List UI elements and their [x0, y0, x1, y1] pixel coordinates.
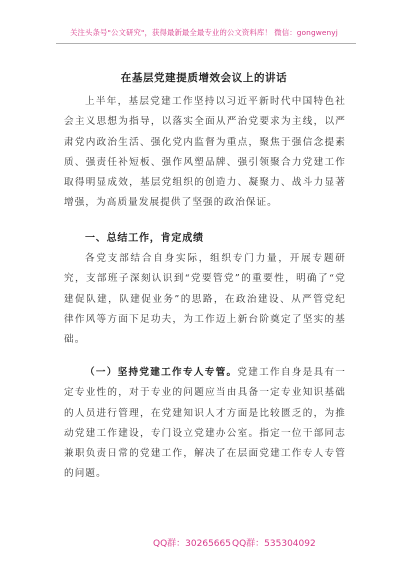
document-title: 在基层党建提质增效会议上的讲话	[120, 72, 288, 84]
intro-paragraph: 上半年，基层党建工作坚持以习近平新时代中国特色社会主义思想为指导，以落实全面从严治党要求为主线，以严肃党内政治生活、强化党内监督为重点，聚焦于强信念提素质、强责任补短板、强作风塑品牌、强引领聚合力党建工作取得明显成效，基层党组织的创造力、凝聚力、战斗力显著增强，为高质量发展提供了坚强的政治保证。	[64, 96, 346, 209]
section-1-paragraph: 各党支部结合自身实际，组织专门力量，开展专题研究，支部班子深刻认识到“党要管党”的重要性，明确了“党建促队建，队建促业务”的思路，在政治建设、从严管党纪律作风等方面下足功夫，为工作迈上新台阶奠定了坚实的基础。	[64, 253, 346, 346]
subsection-1-body: 党建工作自身是具有一定专业性的，对于专业的问题应当由具备一定专业知识基础的人员进行管理，在党建知识人才方面是比较匮乏的，为推动党建工作建设，专门设立党建办公室。指定一位干部同志兼职负责日常的党建工作，解决了在层面党建工作专人专管的问题。	[64, 367, 346, 480]
section-heading-1: 一、总结工作，肯定成绩	[85, 233, 204, 244]
subsection-1-paragraph	[64, 363, 346, 485]
page-header	[0, 0, 408, 52]
subsection-1-lead: （一）坚持党建工作专人专管。	[85, 367, 238, 378]
footer-qq-group-1: QQ群：30265665	[153, 539, 231, 549]
header-divider	[56, 43, 356, 44]
footer-qq-group-2: QQ群：535304092	[232, 539, 316, 549]
header-promo-text: 关注头条号"公文研究"，获得最新最全最专业的公文资料库！ 微信：gongwenyj	[70, 28, 338, 37]
